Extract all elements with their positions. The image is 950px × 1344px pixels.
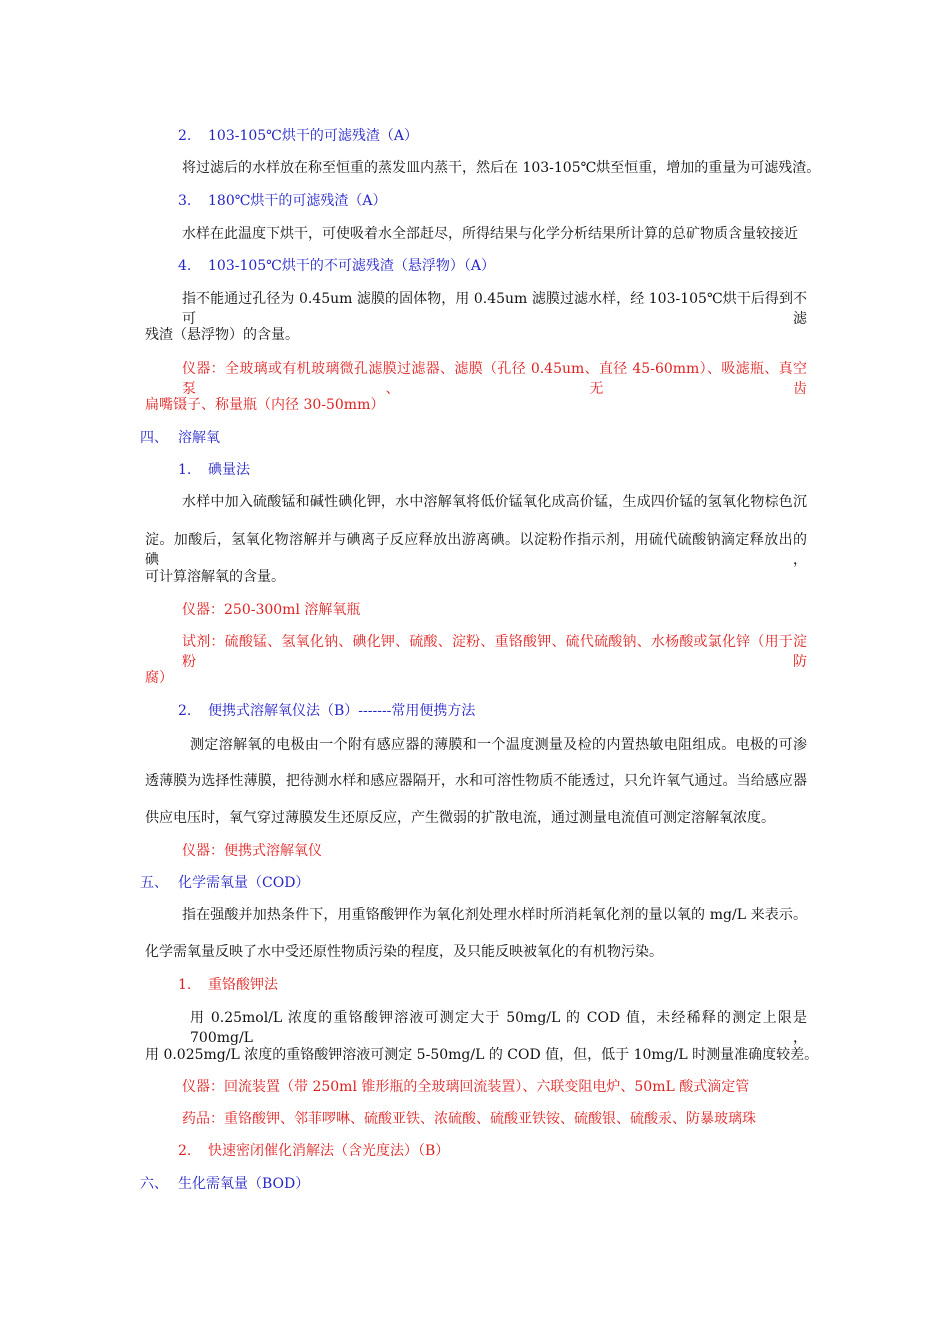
paragraph-line: 残渣（悬浮物）的含量。 xyxy=(145,327,299,343)
section-number: 2. xyxy=(178,703,192,719)
section-title: 103-105℃烘干的不可滤残渣（悬浮物）（A） xyxy=(208,258,495,274)
section-number: 2. xyxy=(178,1143,192,1159)
do-method-1-heading xyxy=(178,460,250,480)
paragraph-line: 透薄膜为选择性薄膜，把待测水样和感应器隔开，水和可溶性物质不能透过，只允许氧气通过。当给感应器 xyxy=(145,773,807,789)
chapter-5-heading xyxy=(140,873,309,893)
section-4-heading xyxy=(178,256,495,276)
chapter-6-heading xyxy=(140,1174,309,1194)
paragraph-line: 将过滤后的水样放在称至恒重的蒸发皿内蒸干，然后在 103-105℃烘至恒重，增加的重量为可滤残渣。 xyxy=(182,160,821,176)
chapter-number: 四、 xyxy=(140,430,168,446)
section-title: 快速密闭催化消解法（含光度法）（B） xyxy=(208,1143,450,1159)
paragraph-line: 测定溶解氧的电极由一个附有感应器的薄膜和一个温度测量及检的内置热敏电阻组成。电极的可渗 xyxy=(190,737,807,753)
reagent-line: 试剂：硫酸锰、氢氧化钠、碘化钾、硫酸、淀粉、重铬酸钾、硫代硫酸钠、水杨酸或氯化锌（用于淀粉防 xyxy=(182,634,807,670)
chapter-title: 化学需氧量（COD） xyxy=(178,875,310,891)
section-3-heading xyxy=(178,191,387,211)
instrument-line: 扁嘴镊子、称量瓶（内径 30-50mm） xyxy=(145,397,385,413)
section-number: 1. xyxy=(178,977,192,993)
section-title: 碘量法 xyxy=(208,462,250,478)
paragraph-line: 供应电压时，氧气穿过薄膜发生还原反应，产生微弱的扩散电流，通过测量电流值可测定溶解氧浓度。 xyxy=(145,810,775,826)
section-number: 4. xyxy=(178,258,192,274)
paragraph-line: 可计算溶解氧的含量。 xyxy=(145,569,285,585)
chapter-title: 溶解氧 xyxy=(178,430,220,446)
reagent-line: 腐） xyxy=(145,670,173,686)
paragraph-line: 指不能通过孔径为 0.45um 滤膜的固体物，用 0.45um 滤膜过滤水样，经 103-105℃烘干后得到不可滤 xyxy=(182,291,807,327)
chapter-4-heading xyxy=(140,428,220,448)
paragraph-line: 化学需氧量反映了水中受还原性物质污染的程度，及只能反映被氧化的有机物污染。 xyxy=(145,944,663,960)
section-number: 3. xyxy=(178,193,192,209)
instrument-line: 仪器：便携式溶解氧仪 xyxy=(182,843,322,859)
paragraph-line: 淀。加酸后，氢氧化物溶解并与碘离子反应释放出游离碘。以淀粉作指示剂，用硫代硫酸钠滴定释放出的碘， xyxy=(145,532,807,568)
paragraph-line: 用 0.25mol/L 浓度的重铬酸钾溶液可测定大于 50mg/L 的 COD 值，未经稀释的测定上限是 700mg/L， xyxy=(190,1010,807,1046)
cod-method-1-heading xyxy=(178,975,278,995)
cod-method-2-heading xyxy=(178,1141,449,1161)
section-title: 便携式溶解氧仪法（B）-------常用便携方法 xyxy=(208,703,476,719)
chapter-title: 生化需氧量（BOD） xyxy=(178,1176,310,1192)
paragraph-line: 水样中加入硫酸锰和碱性碘化钾，水中溶解氧将低价锰氧化成高价锰，生成四价锰的氢氧化物棕色沉 xyxy=(182,494,807,510)
section-number: 1. xyxy=(178,462,192,478)
paragraph-line: 用 0.025mg/L 浓度的重铬酸钾溶液可测定 5-50mg/L 的 COD 值，但，低于 10mg/L 时测量准确度较差。 xyxy=(145,1047,819,1063)
section-title: 180℃烘干的可滤残渣（A） xyxy=(208,193,387,209)
section-number: 2. xyxy=(178,128,192,144)
do-method-2-heading xyxy=(178,701,475,721)
section-title: 103-105℃烘干的可滤残渣（A） xyxy=(208,128,418,144)
instrument-line: 仪器：回流装置（带 250ml 锥形瓶的全玻璃回流装置）、六联变阻电炉、50mL 酸式滴定管 xyxy=(182,1079,750,1095)
instrument-line: 仪器：250-300ml 溶解氧瓶 xyxy=(182,602,361,618)
chapter-number: 六、 xyxy=(140,1176,168,1192)
section-title: 重铬酸钾法 xyxy=(208,977,278,993)
reagent-line: 药品：重铬酸钾、邻菲啰啉、硫酸亚铁、浓硫酸、硫酸亚铁铵、硫酸银、硫酸汞、防暴玻璃珠 xyxy=(182,1111,756,1127)
paragraph-line: 水样在此温度下烘干，可使吸着水全部赶尽，所得结果与化学分析结果所计算的总矿物质含量较接近 xyxy=(182,226,798,242)
chapter-number: 五、 xyxy=(140,875,168,891)
paragraph-line: 指在强酸并加热条件下，用重铬酸钾作为氧化剂处理水样时所消耗氧化剂的量以氧的 mg/L 来表示。 xyxy=(182,907,807,923)
instrument-line: 仪器：全玻璃或有机玻璃微孔滤膜过滤器、滤膜（孔径 0.45um、直径 45-60mm）、吸滤瓶、真空泵、无齿 xyxy=(182,361,807,397)
section-2-heading xyxy=(178,126,418,146)
